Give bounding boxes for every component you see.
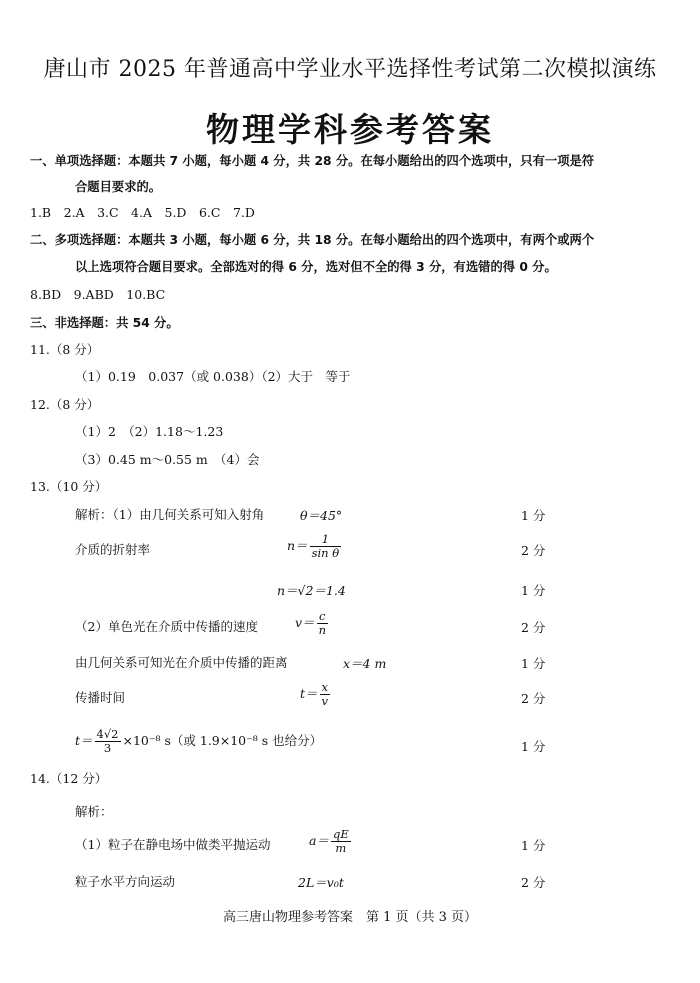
q13-score: 1 分 bbox=[521, 583, 546, 598]
q13-score: 1 分 bbox=[521, 508, 546, 523]
q13-score: 1 分 bbox=[521, 656, 546, 671]
fraction-numerator: c bbox=[317, 610, 328, 624]
fraction-denominator: v bbox=[321, 694, 329, 708]
document-title: 物理学科参考答案 bbox=[206, 110, 494, 149]
fraction bbox=[95, 728, 121, 755]
q14-label: 14.（12 分） bbox=[30, 771, 108, 786]
q14-score: 1 分 bbox=[521, 838, 546, 853]
section2-heading-line1: 二、多项选择题：本题共 3 小题，每小题 6 分，共 18 分。在每小题给出的四个选项中，有两个或两个 bbox=[30, 233, 595, 247]
q14-step-text: 粒子水平方向运动 bbox=[75, 874, 176, 889]
fraction-denominator: sin θ bbox=[311, 546, 340, 560]
q13-step-text: 由几何关系可知光在介质中传播的距离 bbox=[75, 655, 288, 670]
fraction bbox=[310, 533, 342, 560]
q13-score: 2 分 bbox=[521, 691, 546, 706]
q13-step-text: s（或 1.9×10⁻⁸ s 也给分） bbox=[164, 733, 323, 748]
fraction bbox=[317, 610, 328, 637]
q14-eq-acceleration bbox=[309, 828, 353, 855]
q13-score: 2 分 bbox=[521, 620, 546, 635]
q14-analysis-label: 解析： bbox=[75, 804, 113, 819]
q11-label: 11.（8 分） bbox=[30, 342, 100, 357]
section2-answers: 8.BD 9.ABD 10.BC bbox=[30, 287, 166, 302]
q11-answer: （1）0.19 0.037（或 0.038）（2）大于 等于 bbox=[75, 369, 351, 384]
eq-lhs: a＝ bbox=[309, 833, 329, 848]
q13-score: 1 分 bbox=[521, 739, 546, 754]
fraction-numerator: x bbox=[321, 680, 329, 694]
q13-eq-time-value bbox=[75, 728, 322, 755]
fraction-denominator: n bbox=[318, 623, 326, 637]
page-footer: 高三唐山物理参考答案 第 1 页（共 3 页） bbox=[222, 910, 478, 925]
q12-label: 12.（8 分） bbox=[30, 397, 100, 412]
q12-answer-line1: （1）2 （2）1.18～1.23 bbox=[75, 424, 224, 439]
eq-lhs: v＝ bbox=[295, 615, 315, 630]
q13-eq-time bbox=[300, 681, 332, 708]
q13-score: 2 分 bbox=[521, 543, 546, 558]
eq-lhs: t＝ bbox=[75, 733, 93, 748]
eq-multiplier: ×10⁻⁸ bbox=[122, 733, 161, 748]
section1-heading-line2: 合题目要求的。 bbox=[75, 180, 162, 194]
section1-heading-line1: 一、单项选择题：本题共 7 小题，每小题 4 分，共 28 分。在每小题给出的四个选项中，只有一项是符 bbox=[30, 154, 595, 168]
q14-eq-horizontal: 2L＝v₀t bbox=[298, 875, 344, 890]
q13-step-text: 介质的折射率 bbox=[75, 542, 151, 557]
fraction bbox=[320, 681, 331, 708]
fraction-numerator: 4√2 bbox=[96, 727, 119, 741]
q13-eq-n-value: n＝√2＝1.4 bbox=[277, 583, 346, 598]
q12-answer-line2: （3）0.45 m～0.55 m （4）会 bbox=[75, 452, 260, 467]
section1-answers: 1.B 2.A 3.C 4.A 5.D 6.C 7.D bbox=[30, 205, 255, 220]
exam-title: 唐山市 2025 年普通高中学业水平选择性考试第二次模拟演练 bbox=[43, 57, 657, 82]
eq-lhs: t＝ bbox=[300, 686, 318, 701]
q13-eq-velocity bbox=[295, 610, 330, 637]
section3-heading: 三、非选择题：共 54 分。 bbox=[30, 316, 179, 330]
q13-step-text: 传播时间 bbox=[75, 690, 126, 705]
fraction-denominator: 3 bbox=[103, 741, 112, 755]
q13-eq-theta: θ＝45° bbox=[300, 508, 343, 523]
section2-heading-line2: 以上选项符合题目要求。全部选对的得 6 分，选对但不全的得 3 分，有选错的得 0 分。 bbox=[75, 260, 557, 274]
q13-step-text: 解析：（1）由几何关系可知入射角 bbox=[75, 507, 265, 522]
q13-eq-refractive-index bbox=[287, 533, 343, 560]
q13-eq-distance: x＝4 m bbox=[343, 656, 387, 671]
q13-label: 13.（10 分） bbox=[30, 479, 108, 494]
q14-step-text: （1）粒子在静电场中做类平抛运动 bbox=[75, 837, 271, 852]
q13-step-text: （2）单色光在介质中传播的速度 bbox=[75, 619, 258, 634]
fraction bbox=[331, 828, 351, 855]
q14-score: 2 分 bbox=[521, 875, 546, 890]
fraction-numerator: 1 bbox=[310, 533, 342, 547]
fraction-denominator: m bbox=[335, 841, 347, 855]
eq-lhs: n＝ bbox=[287, 538, 308, 553]
fraction-numerator: qE bbox=[332, 827, 349, 841]
